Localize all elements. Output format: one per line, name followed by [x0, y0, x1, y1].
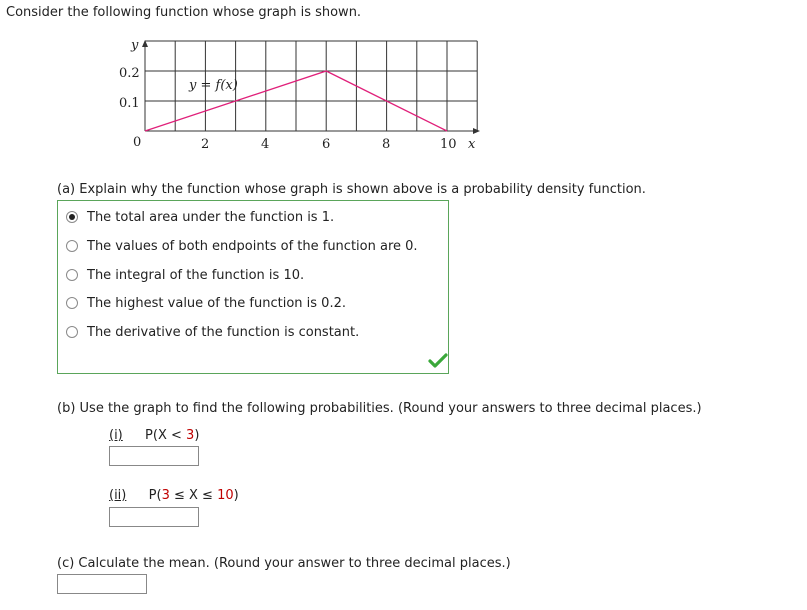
x-tick-label: 2: [201, 137, 210, 152]
pdf-graph: [100, 36, 490, 161]
choice-total-area[interactable]: [66, 207, 334, 227]
y-tick-label: 0: [133, 135, 142, 150]
y-tick-label: 0.1: [119, 96, 140, 111]
choice-label: The integral of the function is 10.: [87, 267, 305, 283]
radio-button[interactable]: [66, 240, 78, 252]
choice-label: The derivative of the function is constant.: [87, 324, 360, 340]
radio-button[interactable]: [66, 297, 78, 309]
intro-text: Consider the following function whose graph is shown.: [6, 5, 362, 20]
x-axis-label: x: [468, 137, 476, 152]
radio-selected-dot: [69, 214, 75, 220]
choice-label: The values of both endpoints of the function are 0.: [87, 238, 418, 254]
choice-endpoints[interactable]: [66, 236, 418, 256]
y-tick-label: 0.2: [119, 66, 140, 81]
sub-i-label: (i): [109, 428, 123, 443]
part-b-i-label: [109, 428, 199, 443]
x-tick-label: 8: [382, 137, 391, 152]
sub-ii-label: (ii): [109, 488, 127, 503]
checkmark-icon: [428, 353, 448, 369]
sub-ii-expression: P(3 ≤ X ≤ 10): [148, 488, 239, 503]
x-tick-label: 6: [322, 137, 331, 152]
x-tick-label: 4: [261, 137, 270, 152]
part-c-question: (c) Calculate the mean. (Round your answer to three decimal places.): [57, 556, 511, 571]
choice-label: The highest value of the function is 0.2.: [87, 295, 346, 311]
radio-button[interactable]: [66, 326, 78, 338]
answer-input-b-ii[interactable]: [109, 507, 199, 527]
answer-input-b-i[interactable]: [109, 446, 199, 466]
choice-derivative[interactable]: [66, 322, 359, 342]
x-axis-arrow: [473, 128, 480, 134]
choice-integral[interactable]: [66, 265, 304, 285]
part-b-ii-label: [109, 488, 239, 503]
answer-input-c[interactable]: [57, 574, 147, 594]
function-label: y = f(x): [189, 78, 238, 93]
x-tick-label: 10: [440, 137, 457, 152]
radio-button[interactable]: [66, 269, 78, 281]
sub-i-expression: P(X < 3): [145, 428, 200, 443]
choice-highest-value[interactable]: [66, 293, 346, 313]
part-b-question: (b) Use the graph to find the following probabilities. (Round your answers to three decimal places.): [57, 401, 702, 416]
choice-label: The total area under the function is 1.: [87, 209, 335, 225]
radio-button[interactable]: [66, 211, 78, 223]
part-a-question: (a) Explain why the function whose graph is shown above is a probability density function.: [57, 182, 646, 197]
y-axis-label: y: [131, 38, 139, 53]
